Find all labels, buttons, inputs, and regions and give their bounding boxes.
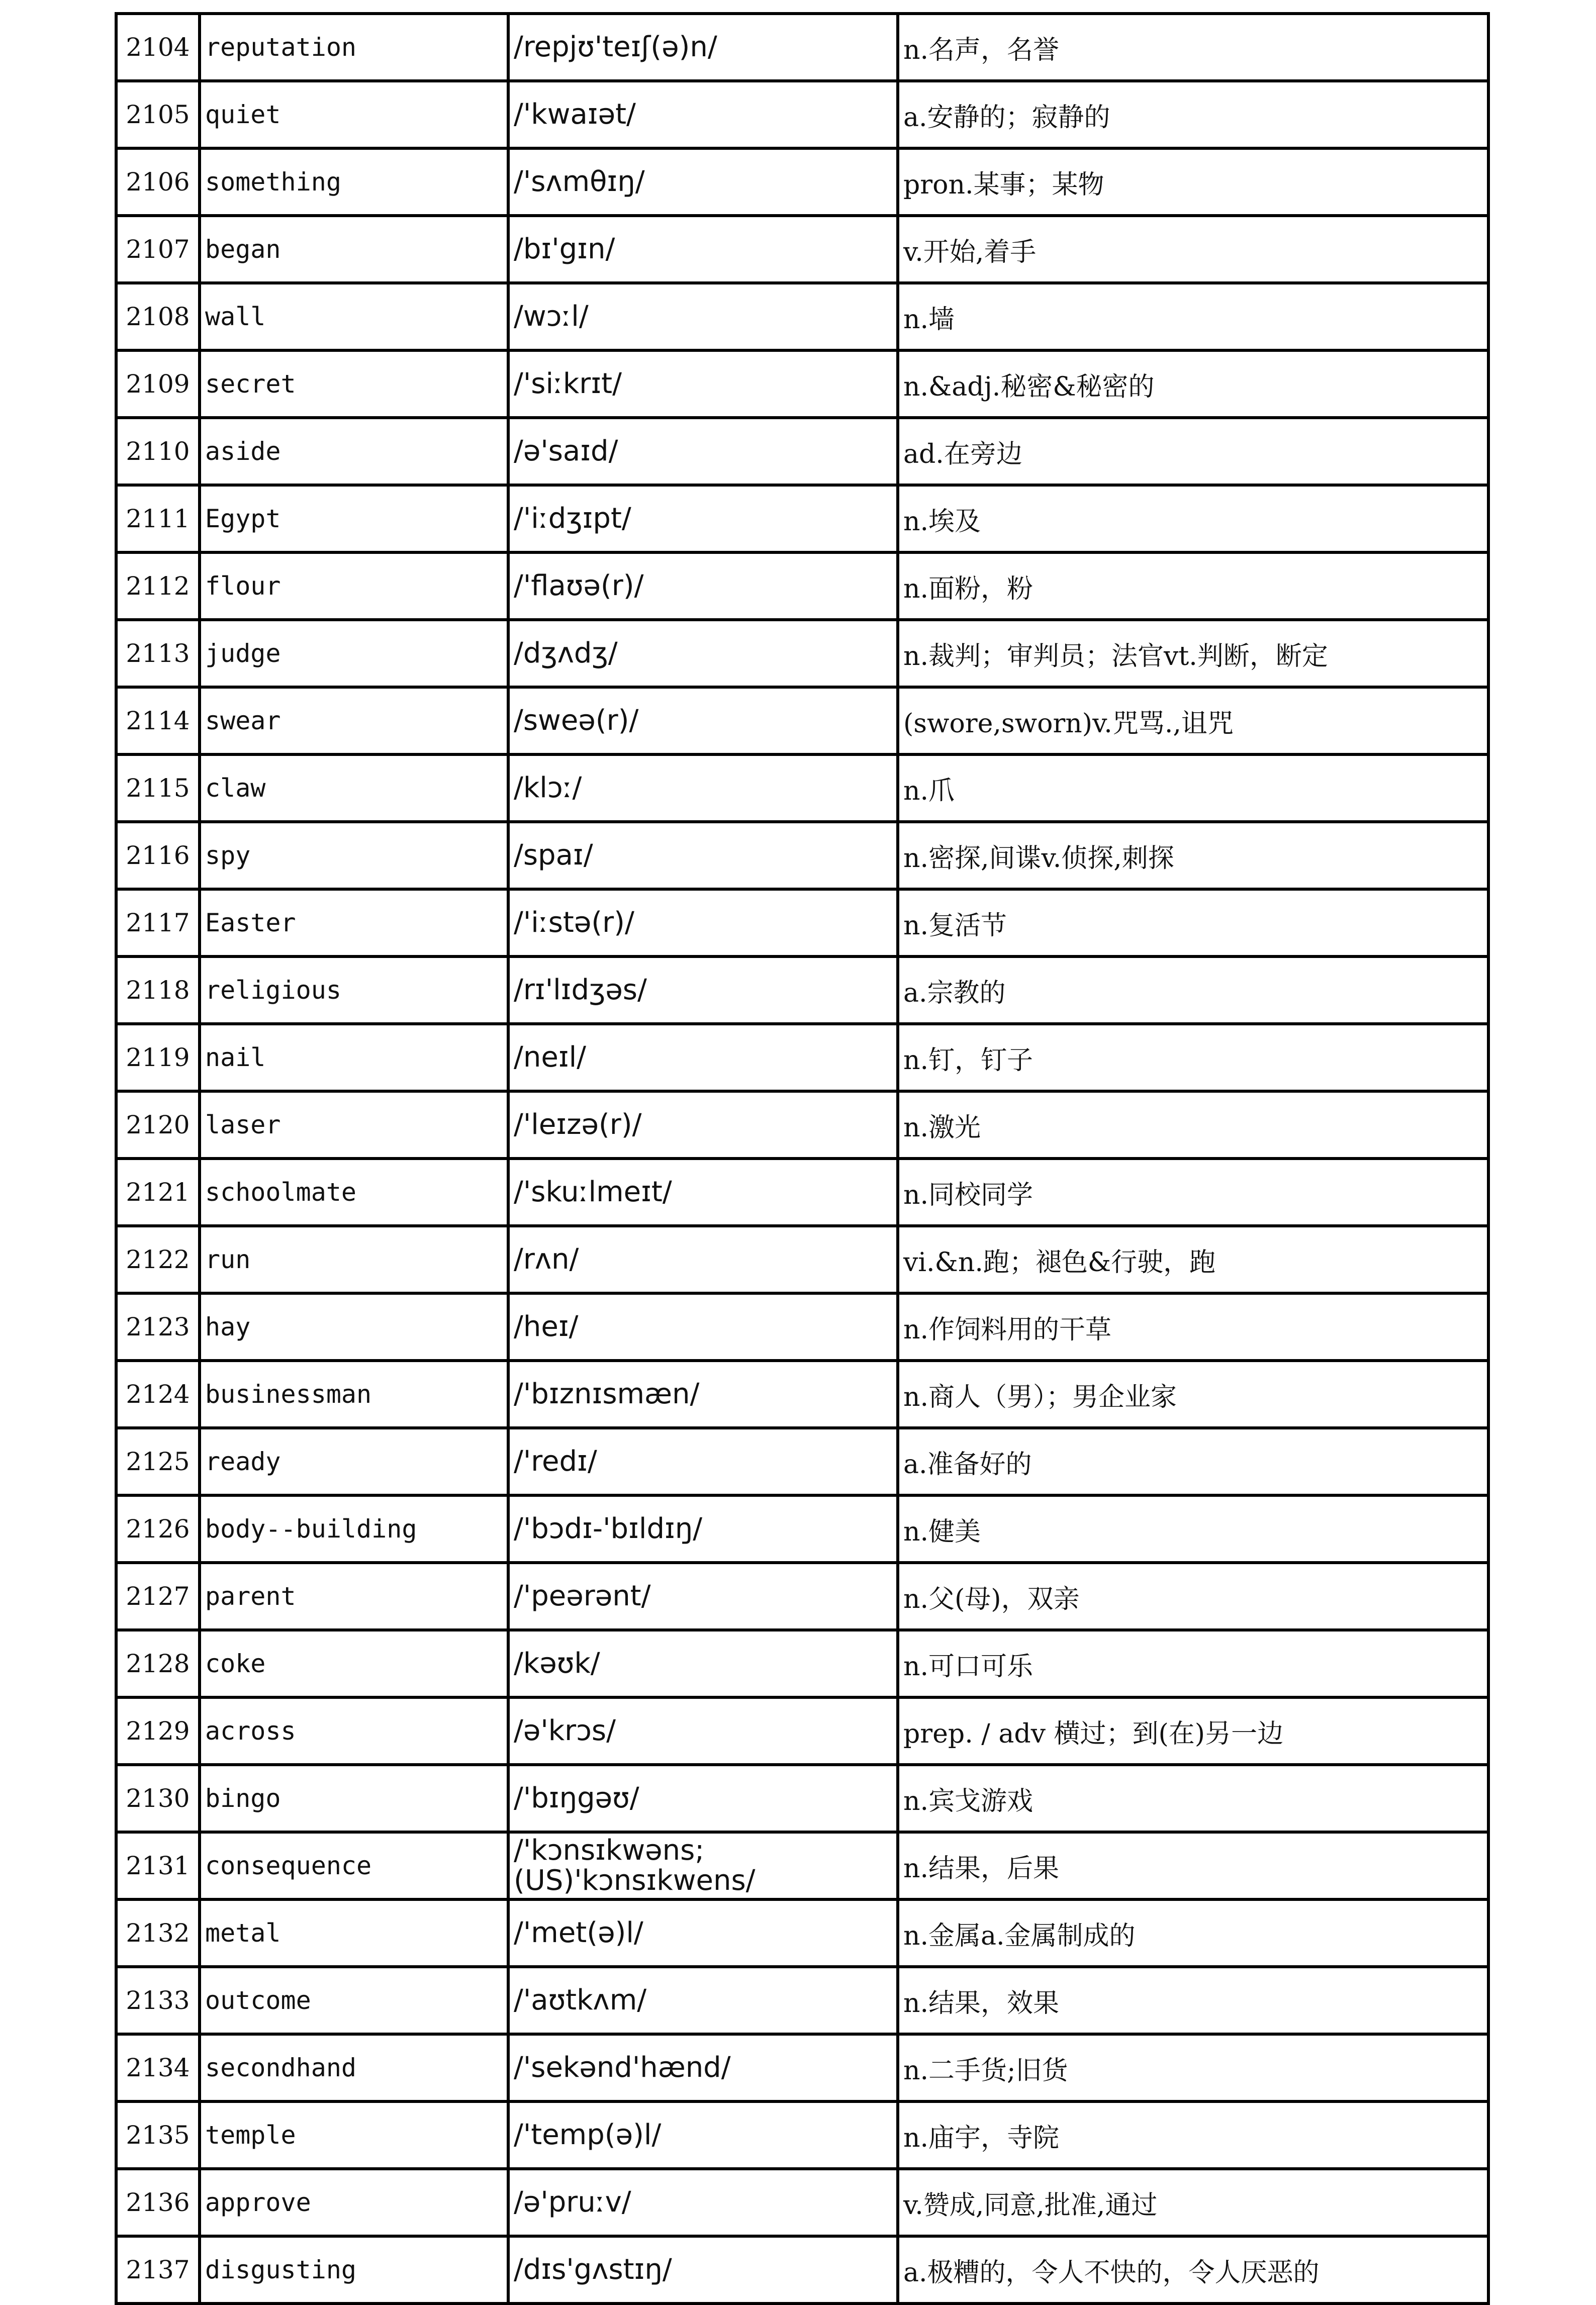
entry-definition: (swore,sworn)v.咒骂.,诅咒 xyxy=(898,687,1488,754)
entry-pronunciation: /'sekənd'hænd/ xyxy=(508,2034,898,2101)
entry-pronunciation: /spaɪ/ xyxy=(508,822,898,889)
entry-pronunciation: /'kwaɪət/ xyxy=(508,81,898,148)
entry-pronunciation: /'bɪznɪsmæn/ xyxy=(508,1361,898,1428)
entry-definition: n.庙宇，寺院 xyxy=(898,2101,1488,2169)
entry-definition: n.商人（男）；男企业家 xyxy=(898,1361,1488,1428)
table-row xyxy=(116,1159,1488,1226)
entry-word: approve xyxy=(200,2169,508,2236)
entry-word: coke xyxy=(200,1630,508,1697)
entry-number: 2127 xyxy=(116,1563,200,1630)
entry-definition: n.名声，名誉 xyxy=(898,14,1488,81)
entry-number: 2106 xyxy=(116,148,200,216)
entry-definition: n.宾戈游戏 xyxy=(898,1765,1488,1832)
entry-pronunciation: /'iːdʒɪpt/ xyxy=(508,485,898,552)
entry-word: schoolmate xyxy=(200,1159,508,1226)
entry-pronunciation: /heɪ/ xyxy=(508,1293,898,1361)
entry-number: 2129 xyxy=(116,1697,200,1765)
entry-word: nail xyxy=(200,1024,508,1091)
table-row xyxy=(116,889,1488,956)
entry-definition: n.可口可乐 xyxy=(898,1630,1488,1697)
entry-pronunciation: /dɪs'gʌstɪŋ/ xyxy=(508,2236,898,2303)
entry-pronunciation: /'bɪŋgəʊ/ xyxy=(508,1765,898,1832)
entry-word: ready xyxy=(200,1428,508,1495)
entry-word: parent xyxy=(200,1563,508,1630)
entry-definition: n.&adj.秘密&秘密的 xyxy=(898,350,1488,418)
entry-pronunciation: /rʌn/ xyxy=(508,1226,898,1293)
entry-definition: a.宗教的 xyxy=(898,956,1488,1024)
entry-definition: v.开始,着手 xyxy=(898,216,1488,283)
table-row xyxy=(116,1563,1488,1630)
table-row xyxy=(116,1226,1488,1293)
entry-number: 2137 xyxy=(116,2236,200,2303)
entry-number: 2130 xyxy=(116,1765,200,1832)
entry-pronunciation: /ə'saɪd/ xyxy=(508,418,898,485)
entry-word: laser xyxy=(200,1091,508,1159)
table-row xyxy=(116,552,1488,620)
entry-number: 2115 xyxy=(116,754,200,822)
entry-definition: n.金属a.金属制成的 xyxy=(898,1899,1488,1967)
entry-pronunciation: /bɪ'gɪn/ xyxy=(508,216,898,283)
entry-definition: vi.&n.跑；褪色&行驶，跑 xyxy=(898,1226,1488,1293)
entry-word: quiet xyxy=(200,81,508,148)
vocabulary-table xyxy=(115,12,1490,2305)
entry-pronunciation: /neɪl/ xyxy=(508,1024,898,1091)
entry-pronunciation: /'aʊtkʌm/ xyxy=(508,1967,898,2034)
entry-pronunciation: /'temp(ə)l/ xyxy=(508,2101,898,2169)
entry-pronunciation: /'kɔnsɪkwəns;(US)'kɔnsɪkwens/ xyxy=(508,1832,898,1899)
vocabulary-table-body xyxy=(116,14,1488,2303)
table-row xyxy=(116,822,1488,889)
entry-definition: n.健美 xyxy=(898,1495,1488,1563)
entry-definition: n.面粉，粉 xyxy=(898,552,1488,620)
entry-pronunciation: /sweə(r)/ xyxy=(508,687,898,754)
entry-word: swear xyxy=(200,687,508,754)
table-row xyxy=(116,1091,1488,1159)
table-row xyxy=(116,1899,1488,1967)
table-row xyxy=(116,485,1488,552)
table-row xyxy=(116,1361,1488,1428)
entry-number: 2131 xyxy=(116,1832,200,1899)
entry-pronunciation: /'bɔdɪ-'bɪldɪŋ/ xyxy=(508,1495,898,1563)
entry-definition: ad.在旁边 xyxy=(898,418,1488,485)
entry-pronunciation: /'leɪzə(r)/ xyxy=(508,1091,898,1159)
entry-word: claw xyxy=(200,754,508,822)
entry-number: 2123 xyxy=(116,1293,200,1361)
entry-number: 2121 xyxy=(116,1159,200,1226)
entry-definition: prep. / adv 横过；到(在)另一边 xyxy=(898,1697,1488,1765)
entry-word: hay xyxy=(200,1293,508,1361)
entry-word: aside xyxy=(200,418,508,485)
entry-definition: pron.某事；某物 xyxy=(898,148,1488,216)
entry-definition: n.二手货;旧货 xyxy=(898,2034,1488,2101)
entry-definition: n.钉，钉子 xyxy=(898,1024,1488,1091)
entry-pronunciation: /rɪ'lɪdʒəs/ xyxy=(508,956,898,1024)
table-row xyxy=(116,1765,1488,1832)
entry-word: something xyxy=(200,148,508,216)
entry-number: 2134 xyxy=(116,2034,200,2101)
table-row xyxy=(116,350,1488,418)
entry-definition: n.结果，后果 xyxy=(898,1832,1488,1899)
table-row xyxy=(116,2169,1488,2236)
table-row xyxy=(116,1495,1488,1563)
table-row xyxy=(116,1024,1488,1091)
entry-word: temple xyxy=(200,2101,508,2169)
entry-word: disgusting xyxy=(200,2236,508,2303)
table-row xyxy=(116,14,1488,81)
table-row xyxy=(116,620,1488,687)
entry-number: 2117 xyxy=(116,889,200,956)
entry-pronunciation: /'skuːlmeɪt/ xyxy=(508,1159,898,1226)
entry-word: flour xyxy=(200,552,508,620)
entry-word: secret xyxy=(200,350,508,418)
entry-word: wall xyxy=(200,283,508,350)
entry-number: 2124 xyxy=(116,1361,200,1428)
table-row xyxy=(116,1697,1488,1765)
entry-pronunciation: /'peərənt/ xyxy=(508,1563,898,1630)
entry-word: body--building xyxy=(200,1495,508,1563)
table-row xyxy=(116,216,1488,283)
entry-number: 2135 xyxy=(116,2101,200,2169)
entry-number: 2119 xyxy=(116,1024,200,1091)
entry-word: Egypt xyxy=(200,485,508,552)
table-row xyxy=(116,148,1488,216)
entry-number: 2120 xyxy=(116,1091,200,1159)
entry-word: businessman xyxy=(200,1361,508,1428)
entry-word: consequence xyxy=(200,1832,508,1899)
entry-number: 2104 xyxy=(116,14,200,81)
entry-word: across xyxy=(200,1697,508,1765)
entry-definition: n.裁判；审判员；法官vt.判断，断定 xyxy=(898,620,1488,687)
entry-word: began xyxy=(200,216,508,283)
entry-pronunciation: /'iːstə(r)/ xyxy=(508,889,898,956)
entry-definition: n.爪 xyxy=(898,754,1488,822)
entry-word: spy xyxy=(200,822,508,889)
entry-pronunciation: /'met(ə)l/ xyxy=(508,1899,898,1967)
entry-definition: n.激光 xyxy=(898,1091,1488,1159)
entry-number: 2107 xyxy=(116,216,200,283)
entry-number: 2112 xyxy=(116,552,200,620)
entry-pronunciation: /dʒʌdʒ/ xyxy=(508,620,898,687)
table-row xyxy=(116,2101,1488,2169)
table-row xyxy=(116,418,1488,485)
entry-definition: n.密探,间谍v.侦探,刺探 xyxy=(898,822,1488,889)
entry-number: 2113 xyxy=(116,620,200,687)
table-row xyxy=(116,1832,1488,1899)
entry-definition: n.同校同学 xyxy=(898,1159,1488,1226)
entry-pronunciation: /'sʌmθɪŋ/ xyxy=(508,148,898,216)
table-row xyxy=(116,2236,1488,2303)
entry-definition: a.安静的；寂静的 xyxy=(898,81,1488,148)
entry-number: 2132 xyxy=(116,1899,200,1967)
entry-word: reputation xyxy=(200,14,508,81)
entry-pronunciation: /wɔːl/ xyxy=(508,283,898,350)
entry-definition: n.结果，效果 xyxy=(898,1967,1488,2034)
entry-word: religious xyxy=(200,956,508,1024)
table-row xyxy=(116,2034,1488,2101)
entry-number: 2136 xyxy=(116,2169,200,2236)
entry-number: 2116 xyxy=(116,822,200,889)
entry-number: 2122 xyxy=(116,1226,200,1293)
entry-number: 2111 xyxy=(116,485,200,552)
table-row xyxy=(116,1293,1488,1361)
entry-pronunciation: /klɔː/ xyxy=(508,754,898,822)
entry-definition: a.准备好的 xyxy=(898,1428,1488,1495)
table-row xyxy=(116,283,1488,350)
table-row xyxy=(116,956,1488,1024)
entry-word: metal xyxy=(200,1899,508,1967)
entry-number: 2125 xyxy=(116,1428,200,1495)
entry-definition: n.作饲料用的干草 xyxy=(898,1293,1488,1361)
entry-word: Easter xyxy=(200,889,508,956)
entry-word: run xyxy=(200,1226,508,1293)
entry-word: secondhand xyxy=(200,2034,508,2101)
entry-definition: n.埃及 xyxy=(898,485,1488,552)
entry-number: 2128 xyxy=(116,1630,200,1697)
entry-number: 2133 xyxy=(116,1967,200,2034)
entry-pronunciation: /kəʊk/ xyxy=(508,1630,898,1697)
entry-word: judge xyxy=(200,620,508,687)
entry-pronunciation: /'redɪ/ xyxy=(508,1428,898,1495)
entry-number: 2109 xyxy=(116,350,200,418)
entry-number: 2114 xyxy=(116,687,200,754)
table-row xyxy=(116,687,1488,754)
table-row xyxy=(116,754,1488,822)
entry-pronunciation: /ə'krɔs/ xyxy=(508,1697,898,1765)
entry-number: 2105 xyxy=(116,81,200,148)
entry-number: 2126 xyxy=(116,1495,200,1563)
table-row xyxy=(116,1630,1488,1697)
entry-number: 2110 xyxy=(116,418,200,485)
entry-pronunciation: /ə'pruːv/ xyxy=(508,2169,898,2236)
entry-word: bingo xyxy=(200,1765,508,1832)
entry-definition: n.父(母)，双亲 xyxy=(898,1563,1488,1630)
entry-pronunciation: /repjʊ'teɪʃ(ə)n/ xyxy=(508,14,898,81)
entry-pronunciation: /'flaʊə(r)/ xyxy=(508,552,898,620)
entry-definition: n.墙 xyxy=(898,283,1488,350)
entry-word: outcome xyxy=(200,1967,508,2034)
entry-pronunciation: /'siːkrɪt/ xyxy=(508,350,898,418)
entry-number: 2108 xyxy=(116,283,200,350)
table-row xyxy=(116,1428,1488,1495)
entry-number: 2118 xyxy=(116,956,200,1024)
table-row xyxy=(116,81,1488,148)
entry-definition: n.复活节 xyxy=(898,889,1488,956)
entry-definition: a.极糟的，令人不快的，令人厌恶的 xyxy=(898,2236,1488,2303)
entry-definition: v.赞成,同意,批准,通过 xyxy=(898,2169,1488,2236)
table-row xyxy=(116,1967,1488,2034)
